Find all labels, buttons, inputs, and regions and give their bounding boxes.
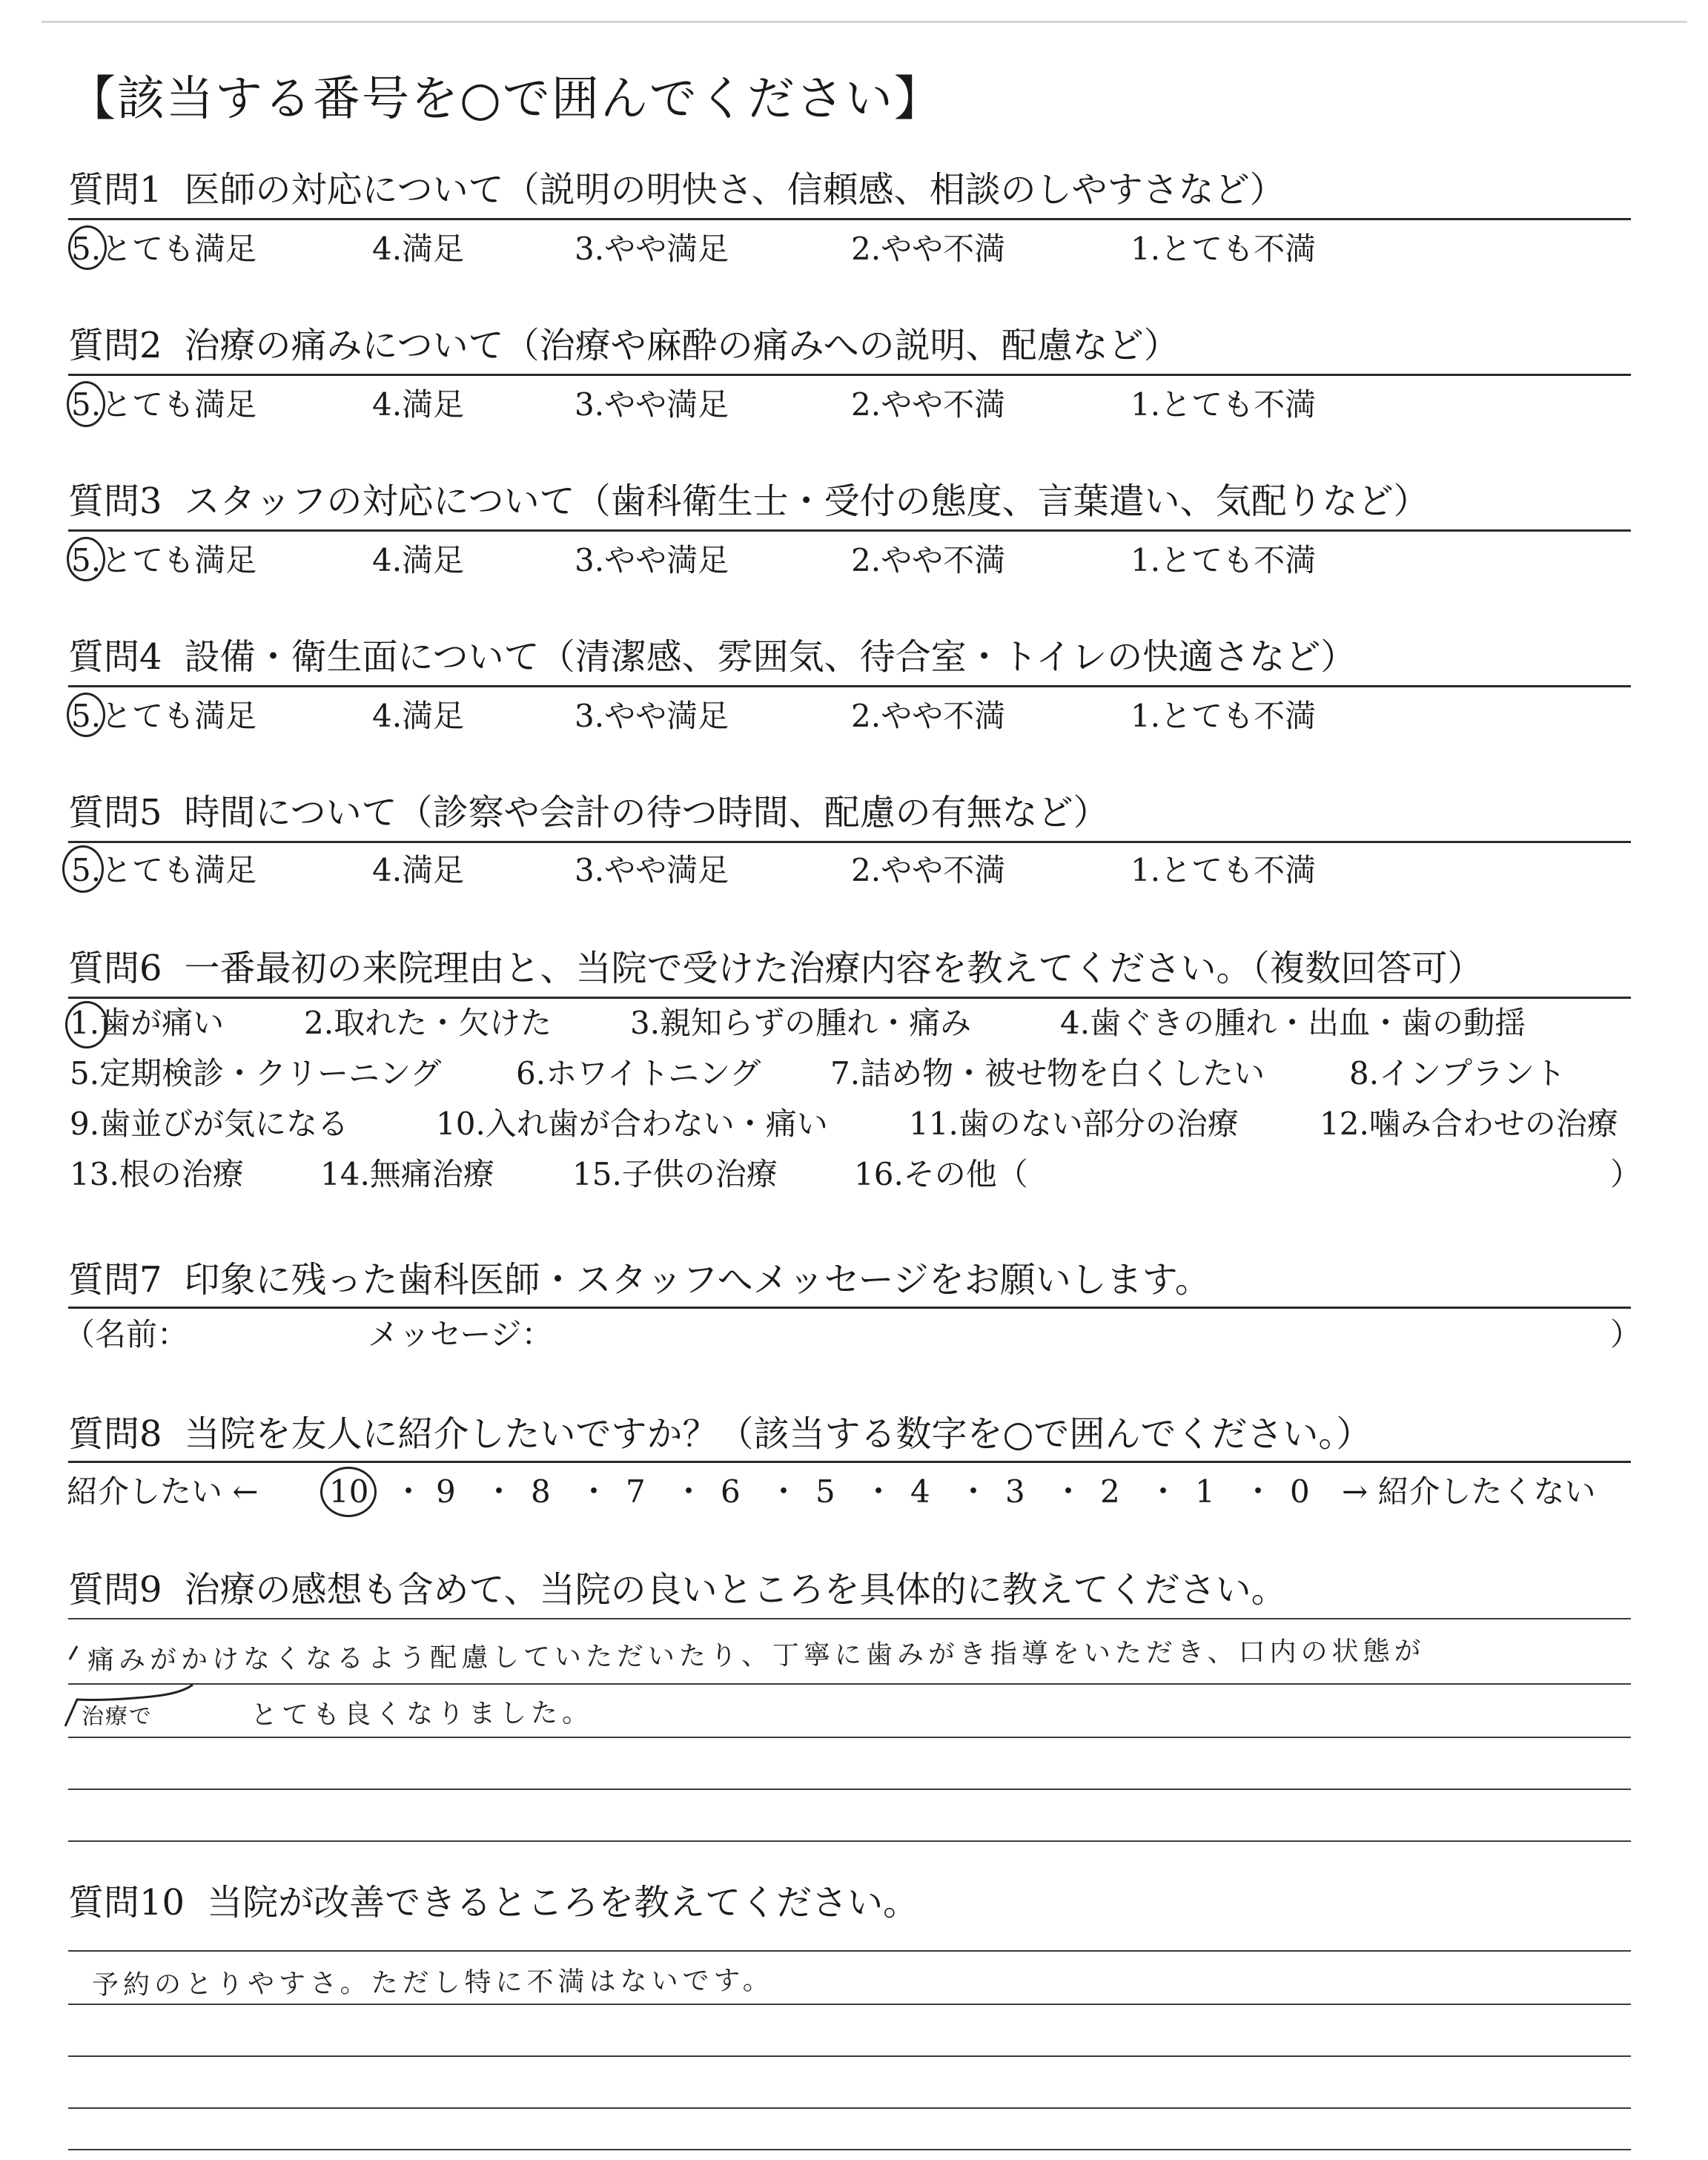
scale-separator: ・ [863, 1473, 895, 1510]
recommend-label: 紹介したい ← [67, 1473, 259, 1510]
question-text: 当院を友人に紹介したいですか？（該当する数字を○で囲んでください。） [184, 1413, 1372, 1455]
question-text: 治療の痛みについて（治療や麻酔の痛みへの説明、配慮など） [184, 325, 1179, 366]
question-label: 質問2 [68, 325, 162, 366]
option-4[interactable]: 4.満足 [372, 386, 465, 423]
scale-2[interactable]: 2 [1100, 1473, 1120, 1510]
answer-line [68, 1840, 1631, 1842]
scale-separator: ・ [1242, 1473, 1274, 1510]
handwritten-answer: 痛みがかけなくなるよう配慮していただいたり、丁寧に歯みがき指導をいただき、口内の状態が [87, 1636, 1426, 1676]
answer-line [68, 2004, 1631, 2005]
name-label: （名前： [64, 1316, 189, 1353]
answer-line [68, 1618, 1631, 1619]
answer-line [68, 1461, 1631, 1463]
question-9 [68, 1568, 1287, 1612]
option-2[interactable]: 2.やや不満 [851, 852, 1006, 888]
option-3[interactable]: 3.やや満足 [575, 542, 729, 578]
scale-7[interactable]: 7 [626, 1473, 646, 1510]
question-10 [68, 1880, 918, 1925]
top-border-line [42, 21, 1687, 23]
reason-16[interactable]: 16.その他（ [854, 1156, 1028, 1192]
selection-circle [68, 225, 107, 270]
option-2[interactable]: 2.やや不満 [851, 698, 1006, 734]
answer-line [68, 374, 1631, 376]
option-3[interactable]: 3.やや満足 [575, 231, 729, 267]
answer-line [68, 1307, 1631, 1309]
option-1[interactable]: 1.とても不満 [1131, 698, 1317, 734]
handwritten-answer: 予約のとりやすさ。ただし特に不満はないです。 [91, 1965, 774, 2001]
selection-circle [67, 381, 105, 427]
answer-line [68, 218, 1631, 220]
question-text: 治療の感想も含めて、当院の良いところを具体的に教えてください。 [184, 1569, 1287, 1611]
question-label: 質問4 [68, 636, 162, 678]
selection-circle [62, 845, 104, 893]
reason-12[interactable]: 12.噛み合わせの治療 [1320, 1106, 1618, 1142]
answer-line [68, 1789, 1631, 1790]
answer-line [68, 2149, 1631, 2150]
question-label: 質問9 [68, 1569, 162, 1611]
scale-separator: ・ [483, 1473, 515, 1510]
option-2[interactable]: 2.やや不満 [851, 231, 1006, 267]
question-7 [68, 1258, 1211, 1302]
reason-8[interactable]: 8.インプラント [1349, 1055, 1566, 1091]
question-label: 質問10 [68, 1882, 185, 1923]
question-label: 質問7 [68, 1259, 162, 1301]
reason-10[interactable]: 10.入れ歯が合わない・痛い [436, 1106, 828, 1142]
scale-separator: ・ [673, 1473, 705, 1510]
option-1[interactable]: 1.とても不満 [1131, 386, 1317, 423]
reason-3[interactable]: 3.親知らずの腫れ・痛み [630, 1005, 972, 1041]
answer-line [68, 1950, 1631, 1952]
question-text: 印象に残った歯科医師・スタッフへメッセージをお願いします。 [184, 1259, 1211, 1301]
not-recommend-label: → 紹介したくない [1342, 1473, 1596, 1510]
answer-line [68, 2107, 1631, 2109]
question-text: 当院が改善できるところを教えてください。 [207, 1882, 919, 1923]
question-label: 質問8 [68, 1413, 162, 1455]
option-4[interactable]: 4.満足 [372, 852, 465, 888]
option-1[interactable]: 1.とても不満 [1131, 542, 1317, 578]
handwritten-bracket-mark [62, 1639, 218, 1728]
reason-4[interactable]: 4.歯ぐきの腫れ・出血・歯の動揺 [1060, 1005, 1526, 1041]
close-paren: ） [1610, 1156, 1642, 1192]
reason-15[interactable]: 15.子供の治療 [572, 1156, 778, 1192]
scale-separator: ・ [958, 1473, 990, 1510]
question-text: 時間について（診察や会計の待つ時間、配慮の有無など） [184, 792, 1109, 833]
reason-13[interactable]: 13.根の治療 [70, 1156, 244, 1192]
question-text: 一番最初の来院理由と、当院で受けた治療内容を教えてください。（複数回答可） [184, 948, 1483, 989]
question-8 [68, 1412, 1371, 1456]
question-text: 設備・衛生面について（清潔感、雰囲気、待合室・トイレの快適さなど） [184, 636, 1357, 678]
option-4[interactable]: 4.満足 [372, 231, 465, 267]
answer-line [68, 1737, 1631, 1738]
selection-circle [67, 537, 105, 581]
option-1[interactable]: 1.とても不満 [1131, 231, 1317, 267]
reason-14[interactable]: 14.無痛治療 [320, 1156, 494, 1192]
selection-circle [67, 693, 105, 737]
question-4 [68, 635, 1356, 679]
question-label: 質問5 [68, 792, 162, 833]
question-text: スタッフの対応について（歯科衛生士・受付の態度、言葉遣い、気配りなど） [184, 480, 1429, 522]
option-3[interactable]: 3.やや満足 [575, 698, 729, 734]
selection-circle [65, 1001, 108, 1048]
option-5[interactable]: 5.とても満足 [71, 231, 257, 267]
question-label: 質問3 [68, 480, 162, 522]
reason-2[interactable]: 2.取れた・欠けた [304, 1005, 552, 1041]
answer-line [68, 997, 1631, 999]
question-3 [68, 479, 1429, 524]
reason-5[interactable]: 5.定期検診・クリーニング [70, 1055, 442, 1091]
scale-9[interactable]: 9 [436, 1473, 456, 1510]
question-6 [68, 946, 1483, 991]
option-5[interactable]: 5.とても満足 [71, 386, 257, 423]
scale-8[interactable]: 8 [531, 1473, 551, 1510]
scale-separator: ・ [768, 1473, 800, 1510]
question-5 [68, 790, 1109, 835]
question-1 [68, 168, 1285, 212]
scale-6[interactable]: 6 [721, 1473, 741, 1510]
option-3[interactable]: 3.やや満足 [575, 852, 729, 888]
option-5[interactable]: 5.とても満足 [71, 852, 257, 888]
scale-separator: ・ [578, 1473, 610, 1510]
scale-separator: ・ [1053, 1473, 1085, 1510]
scale-3[interactable]: 3 [1005, 1473, 1025, 1510]
close-paren: ） [1610, 1316, 1642, 1353]
option-2[interactable]: 2.やや不満 [851, 386, 1006, 423]
option-4[interactable]: 4.満足 [372, 542, 465, 578]
handwritten-answer: 治療で [81, 1703, 153, 1730]
question-label: 質問6 [68, 948, 162, 989]
answer-line [68, 1683, 1631, 1685]
reason-7[interactable]: 7.詰め物・被せ物を白くしたい [830, 1055, 1265, 1091]
reason-1[interactable]: 1.歯が痛い [70, 1005, 225, 1041]
scale-5[interactable]: 5 [815, 1473, 835, 1510]
reason-6[interactable]: 6.ホワイトニング [516, 1055, 761, 1091]
selection-circle [320, 1467, 377, 1517]
option-3[interactable]: 3.やや満足 [575, 386, 729, 423]
scale-0[interactable]: 0 [1290, 1473, 1310, 1510]
page-title: 【該当する番号を○で囲んでください】 [68, 72, 943, 127]
question-label: 質問1 [68, 169, 162, 211]
option-1[interactable]: 1.とても不満 [1131, 852, 1317, 888]
scale-10[interactable]: 10 [329, 1473, 369, 1510]
scale-separator: ・ [1148, 1473, 1179, 1510]
answer-line [68, 529, 1631, 532]
answer-line [68, 2055, 1631, 2057]
option-4[interactable]: 4.満足 [372, 698, 465, 734]
reason-11[interactable]: 11.歯のない部分の治療 [909, 1106, 1239, 1142]
message-label: メッセージ： [368, 1316, 553, 1353]
scale-separator: ・ [393, 1473, 425, 1510]
option-2[interactable]: 2.やや不満 [851, 542, 1006, 578]
question-2 [68, 323, 1179, 368]
answer-line [68, 685, 1631, 687]
option-5[interactable]: 5.とても満足 [71, 542, 257, 578]
option-5[interactable]: 5.とても満足 [71, 698, 257, 734]
question-text: 医師の対応について（説明の明快さ、信頼感、相談のしやすさなど） [184, 169, 1285, 211]
scale-4[interactable]: 4 [910, 1473, 930, 1510]
answer-line [68, 841, 1631, 843]
scale-1[interactable]: 1 [1195, 1473, 1215, 1510]
handwritten-answer: とても良くなりました。 [250, 1697, 594, 1731]
reason-9[interactable]: 9.歯並びが気になる [70, 1106, 349, 1142]
